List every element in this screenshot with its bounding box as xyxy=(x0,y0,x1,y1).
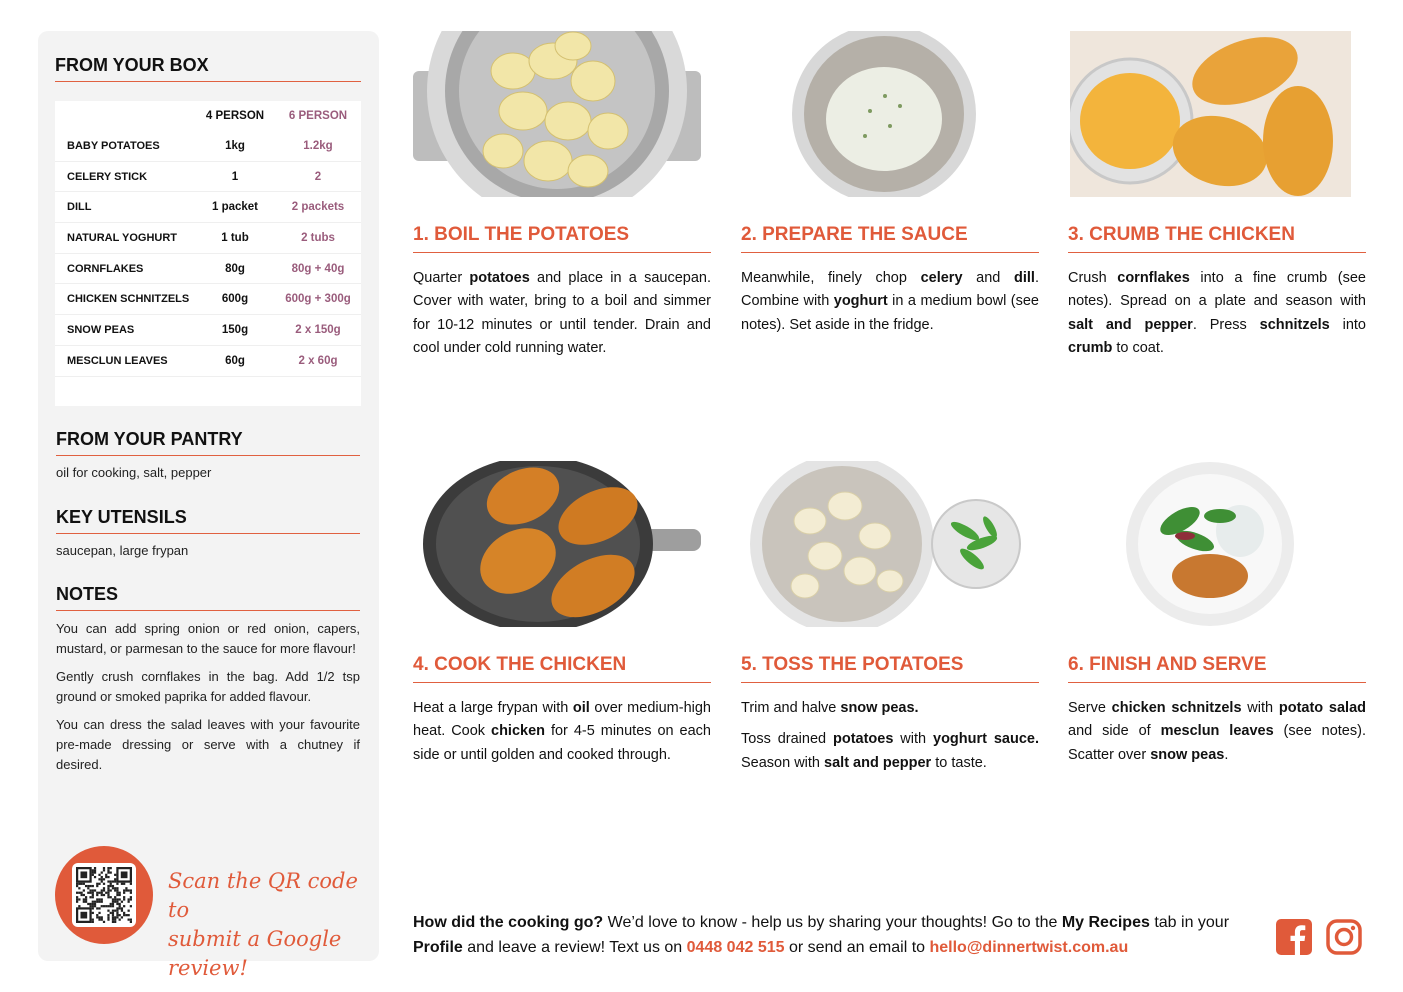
amount-4-person: 1kg xyxy=(225,139,245,152)
table-row xyxy=(55,192,361,223)
footer-question: How did the cooking go? xyxy=(413,914,604,931)
qr-code-icon[interactable] xyxy=(72,863,136,927)
step-text-segment: (see notes). Scatter over xyxy=(1068,723,1366,763)
step-3-text xyxy=(1068,267,1366,369)
qr-caption-line-2: submit a Google review! xyxy=(168,927,342,980)
amount-6-person: 80g + 40g xyxy=(291,262,345,275)
table-row xyxy=(55,315,361,346)
ingredient-highlight: chicken xyxy=(491,723,546,740)
step-text-segment: into xyxy=(1329,316,1366,333)
ingredient-name: CELERY STICK xyxy=(67,170,148,183)
from-your-pantry-title: FROM YOUR PANTRY xyxy=(56,429,360,456)
profile-link[interactable]: Profile xyxy=(413,939,463,956)
ingredient-highlight: yoghurt xyxy=(833,293,888,310)
step-text-segment: Trim and halve xyxy=(741,700,841,716)
step-4-text xyxy=(413,697,711,775)
instagram-icon[interactable] xyxy=(1326,919,1362,955)
step-text-segment: Meanwhile, finely chop xyxy=(741,270,921,286)
review-footer xyxy=(413,910,1263,960)
ingredients-table xyxy=(55,101,361,406)
notes-title: NOTES xyxy=(56,584,360,611)
step-text-segment: Heat a large frypan with xyxy=(413,700,573,716)
table-header xyxy=(55,101,361,131)
step-4-title: 4. COOK THE CHICKEN xyxy=(413,654,711,683)
step-text-segment: Crush xyxy=(1068,270,1118,286)
ingredient-name: MESCLUN LEAVES xyxy=(67,354,168,367)
step-text-segment: to coat. xyxy=(1112,340,1164,357)
ingredient-highlight: schnitzels xyxy=(1259,316,1330,333)
amount-4-person: 60g xyxy=(225,354,245,367)
step-text-segment: over medium-high heat. Cook xyxy=(413,700,711,740)
step-3-title: 3. CRUMB THE CHICKEN xyxy=(1068,224,1366,253)
amount-6-person: 2 x 150g xyxy=(295,323,341,336)
ingredient-highlight: snow peas. xyxy=(840,700,919,716)
boil-potatoes-image xyxy=(413,31,701,197)
pantry-text: oil for cooking, salt, pepper xyxy=(56,465,212,480)
step-2-text xyxy=(741,267,1039,345)
qr-caption xyxy=(168,867,379,983)
ingredient-highlight: cornflakes xyxy=(1117,270,1190,286)
step-text-segment: . Press xyxy=(1192,316,1260,333)
ingredient-highlight: potato salad xyxy=(1278,700,1366,716)
ingredient-name: CORNFLAKES xyxy=(67,262,144,275)
cook-chicken-image xyxy=(413,461,701,627)
step-text-segment: Serve xyxy=(1068,700,1112,716)
step-text-segment: . Combine with xyxy=(741,270,1039,310)
step-text-segment: Season with xyxy=(741,754,825,771)
amount-6-person: 2 x 60g xyxy=(298,354,338,367)
amount-4-person: 150g xyxy=(221,323,249,336)
footer-text-3: and leave a review! Text us on xyxy=(462,939,687,956)
step-paragraph xyxy=(741,697,1039,720)
finish-serve-image xyxy=(1125,461,1295,627)
step-paragraph xyxy=(741,728,1039,775)
step-paragraph xyxy=(1068,267,1366,361)
step-text-segment: in a medium bowl (see notes). Set aside in the fridge. xyxy=(741,293,1039,333)
ingredient-name: DILL xyxy=(67,201,92,214)
my-recipes-link[interactable]: My Recipes xyxy=(1061,914,1150,931)
step-5-title: 5. TOSS THE POTATOES xyxy=(741,654,1039,683)
step-text-segment: and side of xyxy=(1068,723,1161,740)
amount-6-person: 2 packets xyxy=(291,201,345,214)
footer-text-2: tab in your xyxy=(1149,914,1230,931)
ingredient-highlight: chicken schnitzels xyxy=(1111,700,1242,716)
step-text-segment: . xyxy=(1224,746,1229,763)
key-utensils-title: KEY UTENSILS xyxy=(56,507,360,534)
step-text-segment: into a fine crumb (see notes). Spread on a plate and season with xyxy=(1068,270,1366,310)
amount-4-person: 1 packet xyxy=(211,201,259,214)
amount-4-person: 1 tub xyxy=(221,231,249,244)
ingredient-highlight: oil xyxy=(572,700,590,716)
facebook-icon[interactable] xyxy=(1276,919,1312,955)
ingredient-highlight: salt and pepper xyxy=(1068,316,1193,333)
email-link[interactable]: hello@dinnertwist.com.au xyxy=(929,939,1129,956)
notes-body xyxy=(56,619,360,783)
step-paragraph xyxy=(413,267,711,361)
ingredient-name: BABY POTATOES xyxy=(67,139,160,152)
step-text-segment: and xyxy=(962,270,1015,286)
step-text-segment: with xyxy=(1241,700,1279,716)
step-paragraph xyxy=(741,267,1039,337)
from-your-box-title: FROM YOUR BOX xyxy=(55,55,361,82)
step-text-segment: for 4-5 minutes on each side or until golden and cooked through. xyxy=(413,723,711,763)
ingredient-highlight: potatoes xyxy=(832,731,894,748)
amount-4-person: 600g xyxy=(221,293,249,306)
step-text-segment: to taste. xyxy=(931,754,987,771)
step-text-segment: and place in a saucepan. Cover with water, bring to a boil and simmer for 10-12 minutes or until tender. Drain and cool under cold running water. xyxy=(413,270,711,357)
ingredient-highlight: potatoes xyxy=(469,270,530,286)
note-3: You can dress the salad leaves with your favourite pre-made dressing or serve with a chutney if desired. xyxy=(56,717,360,772)
amount-4-person: 80g xyxy=(225,262,245,275)
step-6-title: 6. FINISH AND SERVE xyxy=(1068,654,1366,683)
qr-code-badge[interactable] xyxy=(55,846,153,944)
step-text-segment: Toss drained xyxy=(741,731,833,748)
sauce-image xyxy=(790,31,978,197)
step-paragraph xyxy=(413,697,711,767)
note-2: Gently crush cornflakes in the bag. Add 1/2 tsp ground or smoked paprika for added flavour. xyxy=(56,669,360,704)
amount-4-person: 1 xyxy=(231,170,239,183)
step-text-segment: with xyxy=(893,731,933,748)
step-1-title: 1. BOIL THE POTATOES xyxy=(413,224,711,253)
step-5-text xyxy=(741,697,1039,783)
table-row xyxy=(55,284,361,315)
footer-text-1: We’d love to know - help us by sharing your thoughts! Go to the xyxy=(603,914,1062,931)
table-row xyxy=(55,254,361,285)
ingredient-highlight: yoghurt sauce. xyxy=(933,731,1040,748)
utensils-text: saucepan, large frypan xyxy=(56,543,189,558)
sidebar xyxy=(38,31,379,980)
ingredient-highlight: salt and pepper xyxy=(824,754,932,771)
footer-text-4: or send an email to xyxy=(784,939,930,956)
step-text-segment: Quarter xyxy=(413,270,470,286)
note-1: You can add spring onion or red onion, capers, mustard, or parmesan to the sauce for more flavour! xyxy=(56,621,360,656)
ingredient-name: SNOW PEAS xyxy=(67,323,135,336)
table-row xyxy=(55,162,361,193)
ingredient-highlight: celery xyxy=(920,270,963,286)
qr-caption-line-1: Scan the QR code to xyxy=(168,869,358,922)
amount-6-person: 1.2kg xyxy=(303,139,333,152)
amount-6-person: 600g + 300g xyxy=(285,293,351,306)
step-6-text xyxy=(1068,697,1366,775)
col-4-person: 4 PERSON xyxy=(205,110,265,122)
amount-6-person: 2 xyxy=(314,170,322,183)
step-2-title: 2. PREPARE THE SAUCE xyxy=(741,224,1039,253)
ingredient-name: NATURAL YOGHURT xyxy=(67,231,177,244)
crumb-chicken-image xyxy=(1070,31,1351,197)
table-row xyxy=(55,223,361,254)
ingredient-highlight: crumb xyxy=(1068,340,1113,357)
ingredient-highlight: snow peas xyxy=(1150,746,1225,763)
step-1-text xyxy=(413,267,711,369)
table-row xyxy=(55,346,361,377)
table-row xyxy=(55,131,361,162)
col-6-person: 6 PERSON xyxy=(288,110,348,122)
toss-potatoes-image xyxy=(750,461,1022,627)
ingredient-highlight: dill xyxy=(1014,270,1035,286)
ingredient-name: CHICKEN SCHNITZELS xyxy=(67,293,190,306)
amount-6-person: 2 tubs xyxy=(301,231,335,244)
ingredient-highlight: mesclun leaves xyxy=(1160,723,1274,740)
phone-link[interactable]: 0448 042 515 xyxy=(686,939,785,956)
step-paragraph xyxy=(1068,697,1366,767)
